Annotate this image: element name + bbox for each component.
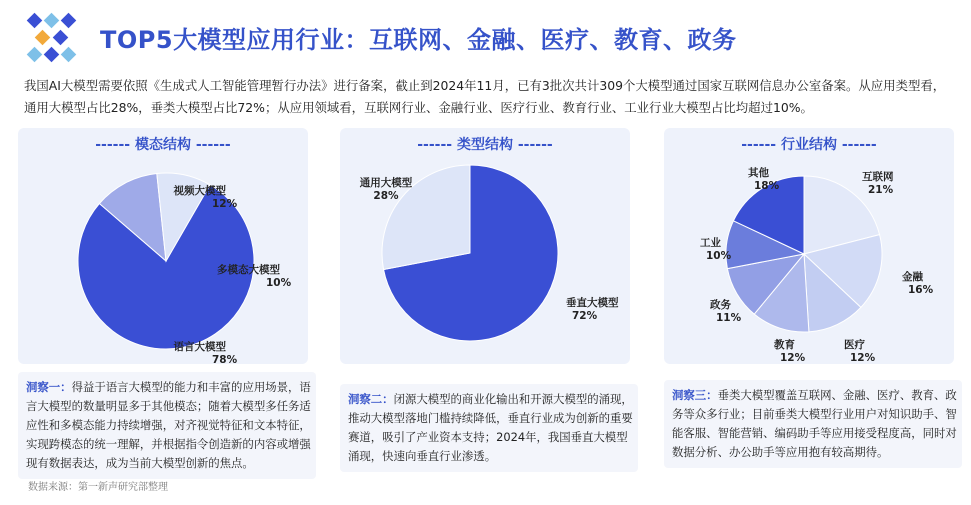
slice-value-label: 28% [373, 190, 399, 202]
slice-value-label: 12% [780, 352, 806, 364]
page-title: TOP5大模型应用行业：互联网、金融、医疗、教育、政务 [100, 26, 737, 54]
slice-name-label: 教育 [774, 339, 795, 351]
slice-name-label: 工业 [700, 237, 721, 249]
insight-tag: 洞察三： [672, 388, 718, 402]
insight-text: 垂类大模型覆盖互联网、金融、医疗、教育、政务等众多行业；目前垂类大模型行业用户对知识助手、智能客服、智能营销、编码助手等应用接受程度高，同时对数据分析、办公助手等应用抱有较高期待。 [672, 388, 957, 459]
slice-value-label: 12% [212, 198, 238, 210]
slice-value-label: 12% [850, 352, 876, 364]
insight-two [340, 384, 638, 472]
chart-title: ------ 行业结构 ------ [741, 137, 877, 153]
slice-name-label: 语言大模型 [173, 341, 226, 353]
slice-value-label: 18% [754, 180, 780, 192]
insight-tag: 洞察一： [26, 380, 72, 394]
slice-value-label: 10% [706, 250, 732, 262]
slice-value-label: 78% [212, 354, 238, 364]
chart-panel-modality [18, 128, 308, 364]
slice-value-label: 21% [868, 184, 894, 196]
slice-name-label: 垂直大模型 [566, 297, 619, 309]
insight-text: 得益于语言大模型的能力和丰富的应用场景，语言大模型的数量明显多于其他模态；随着大模型多任务适应性和多模态能力持续增强，对齐视觉特征和文本特征，实现跨模态的统一理解，并根据指令创造新的内容或增强现有数据表达，成为当前大模型创新的焦点。 [26, 380, 311, 470]
slice-name-label: 其他 [748, 167, 769, 179]
chart-title: ------ 模态结构 ------ [95, 137, 231, 153]
intro-paragraph: 我国AI大模型需要依照《生成式人工智能管理暂行办法》进行备案，截止到2024年11月，已有3批次共计309个大模型通过国家互联网信息办公室备案。从应用类型看，通用大模型占比28%，垂类大模型占比72%；从应用领域看，互联网行业、金融行业、医疗行业、教育行业、工业行业大模型占比均超过10%。 [24, 78, 946, 115]
slice-name-label: 多模态大模型 [217, 264, 280, 276]
insight-tag: 洞察二： [348, 392, 394, 406]
insight-three [664, 380, 962, 468]
pie-chart-modality [18, 128, 308, 364]
slice-value-label: 11% [716, 312, 742, 324]
chart-title: ------ 类型结构 ------ [417, 137, 553, 153]
slice-name-label: 通用大模型 [359, 177, 413, 189]
logo-icon [26, 12, 78, 64]
slice-name-label: 政务 [710, 299, 731, 311]
slice-name-label: 视频大模型 [173, 185, 226, 197]
pie-chart-type [340, 128, 630, 364]
slice-name-label: 医疗 [844, 339, 865, 351]
data-source: 数据来源：第一新声研究部整理 [28, 482, 168, 493]
insight-text: 闭源大模型的商业化输出和开源大模型的涌现，推动大模型落地门槛持续降低，垂直行业成为创新的重要赛道，吸引了产业资本支持；2024年，我国垂直大模型涌现，快速向垂直行业渗透。 [348, 392, 633, 463]
insight-one [18, 372, 316, 479]
slice-name-label: 金融 [902, 271, 923, 283]
slice-value-label: 16% [908, 284, 934, 296]
slice-value-label: 72% [572, 310, 598, 322]
pie-chart-industry [664, 128, 954, 364]
slice-value-label: 10% [266, 277, 292, 289]
chart-panel-industry [664, 128, 954, 364]
slice-name-label: 互联网 [862, 171, 894, 183]
chart-panel-type [340, 128, 630, 364]
